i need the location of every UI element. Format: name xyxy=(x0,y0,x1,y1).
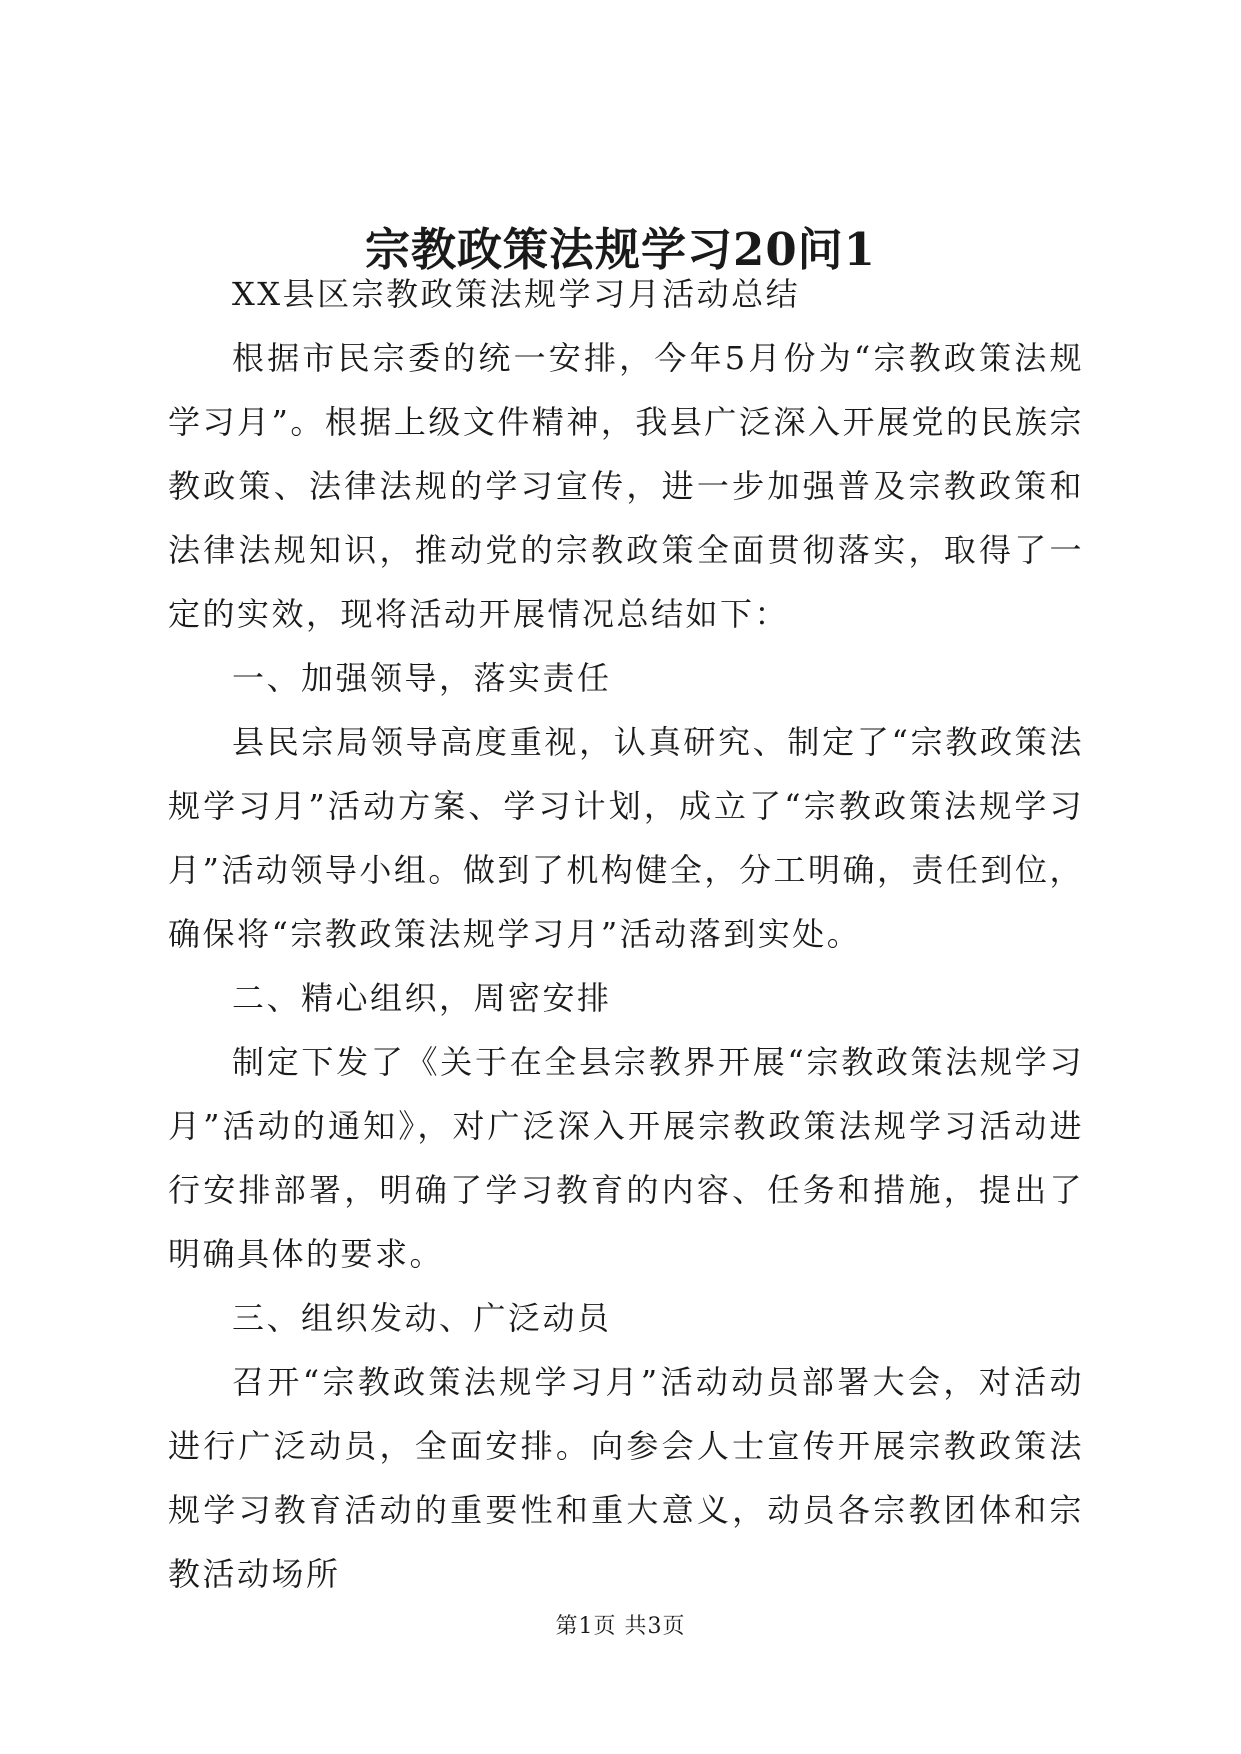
paragraph-section-3: 召开“宗教政策法规学习月”活动动员部署大会，对活动进行广泛动员，全面安排。向参会人士宣传开展宗教政策法规学习教育活动的重要性和重大意义，动员各宗教团体和宗教活动场所 xyxy=(168,1363,1084,1593)
section-heading-2: 二、精心组织，周密安排 xyxy=(232,979,612,1017)
paragraph-intro: 根据市民宗委的统一安排，今年5月份为“宗教政策法规学习月”。根据上级文件精神，我县广泛深入开展党的民族宗教政策、法律法规的学习宣传，进一步加强普及宗教政策和法律法规知识，推动党的宗教政策全面贯彻落实，取得了一定的实效，现将活动开展情况总结如下： xyxy=(168,339,1084,633)
subtitle: XX县区宗教政策法规学习月活动总结 xyxy=(232,275,801,313)
paragraph-section-1: 县民宗局领导高度重视，认真研究、制定了“宗教政策法规学习月”活动方案、学习计划，成立了“宗教政策法规学习月”活动领导小组。做到了机构健全，分工明确，责任到位，确保将“宗教政策法规学习月”活动落到实处。 xyxy=(168,723,1084,953)
document-body xyxy=(168,262,1084,1606)
section-heading-3: 三、组织发动、广泛动员 xyxy=(232,1299,612,1337)
section-heading-1: 一、加强领导，落实责任 xyxy=(232,659,612,697)
page-number-footer: 第1页 共3页 xyxy=(555,1614,686,1639)
paragraph-section-2: 制定下发了《关于在全县宗教界开展“宗教政策法规学习月”活动的通知》，对广泛深入开展宗教政策法规学习活动进行安排部署，明确了学习教育的内容、任务和措施，提出了明确具体的要求。 xyxy=(168,1043,1084,1273)
document-title: 宗教政策法规学习20问1 xyxy=(365,223,876,276)
